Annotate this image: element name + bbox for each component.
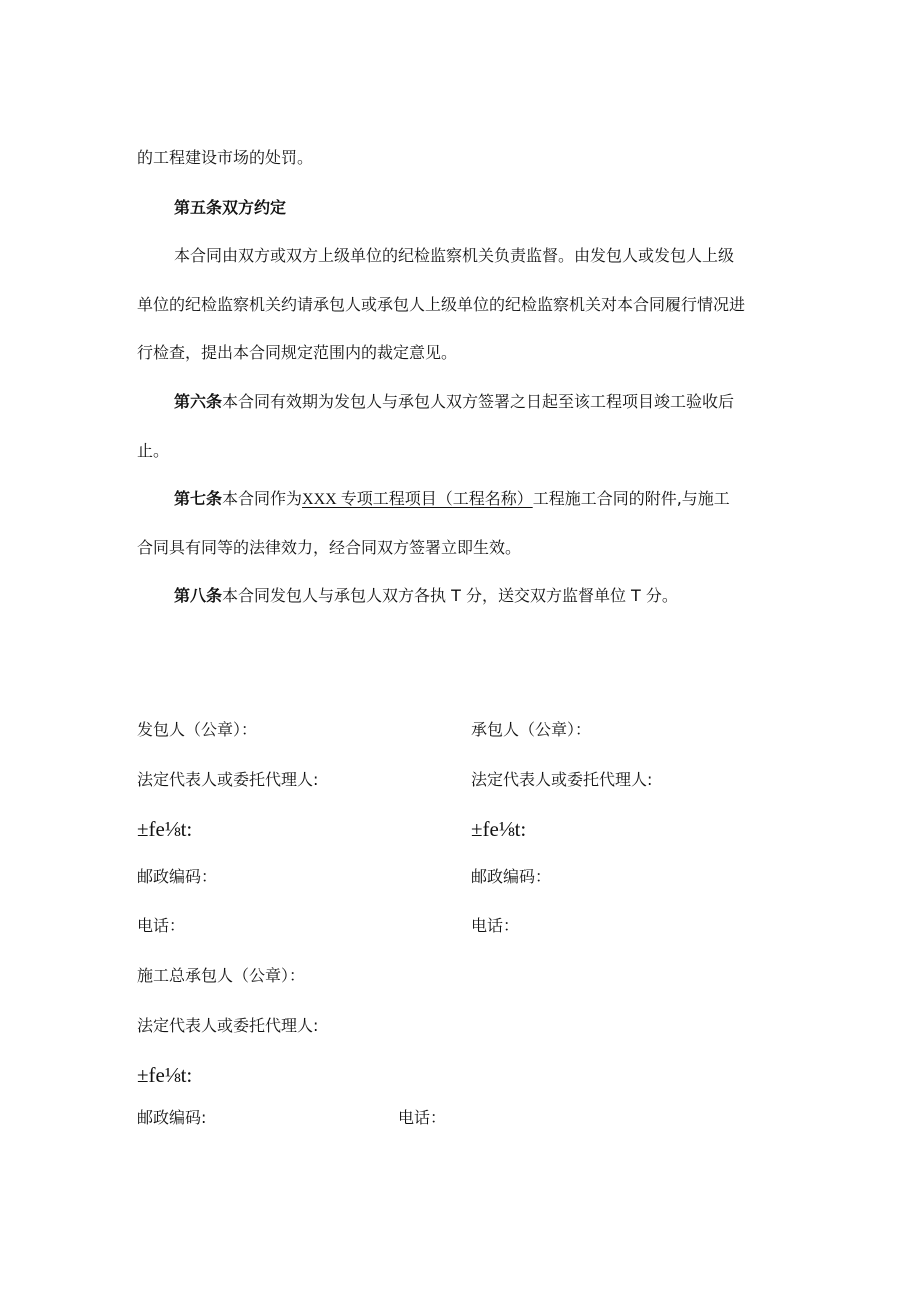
article-5-line-1: 本合同由双方或双方上级单位的纪检监察机关负责监督。由发包人或发包人上级 (174, 246, 735, 265)
article-6-text: 本合同有效期为发包人与承包人双方签署之日起至该工程项目竣工验收后 (222, 392, 735, 411)
article-8-label: 第八条 (174, 586, 223, 605)
contractor-phone-label: 电话： (471, 916, 520, 935)
contractor-seal-label: 承包人（公章）： (471, 720, 592, 739)
article-6-line-2: 止。 (137, 441, 170, 460)
contractor-postal-label: 邮政编码： (471, 867, 552, 886)
article-8-line (174, 586, 678, 606)
article-7-line-2: 合同具有同等的法律效力，经合同双方签署立即生效。 (137, 538, 522, 557)
general-contractor-address-label: ±fe⅛t: (137, 1063, 193, 1087)
contractor-rep-label: 法定代表人或委托代理人: (471, 770, 653, 789)
article-7-pre: 本合同作为 (222, 489, 303, 508)
paragraph-continuation: 的工程建设市场的处罚。 (137, 148, 314, 167)
article-8-text: 本合同发包人与承包人双方各执 T 分，送交双方监督单位 T 分。 (222, 586, 678, 605)
employer-postal-label: 邮政编码： (137, 867, 218, 886)
general-contractor-seal-label: 施工总承包人（公章）： (137, 966, 306, 985)
employer-address-label: ±fe⅛t: (137, 817, 193, 841)
general-contractor-postal-label: 邮政编码: (137, 1108, 207, 1127)
general-contractor-phone-label: 电话： (398, 1108, 447, 1127)
employer-seal-label: 发包人（公章）： (137, 720, 258, 739)
article-6-label: 第六条 (174, 392, 223, 411)
employer-rep-label: 法定代表人或委托代理人: (137, 770, 319, 789)
article-5-line-3: 行检查，提出本合同规定范围内的裁定意见。 (137, 343, 458, 362)
article-7-label: 第七条 (174, 489, 223, 508)
article-7-post: 工程施工合同的附件,与施工 (532, 489, 730, 508)
general-contractor-rep-label: 法定代表人或委托代理人: (137, 1016, 319, 1035)
employer-phone-label: 电话： (137, 916, 186, 935)
article-6-line-1 (174, 392, 734, 412)
contractor-address-label: ±fe⅛t: (471, 817, 527, 841)
article-5-heading: 第五条双方约定 (174, 198, 287, 217)
article-5-line-2: 单位的纪检监察机关约请承包人或承包人上级单位的纪检监察机关对本合同履行情况进 (137, 295, 746, 314)
project-name-blank: XXX 专项工程项目（工程名称） (302, 491, 533, 508)
article-7-line-1 (174, 489, 730, 510)
